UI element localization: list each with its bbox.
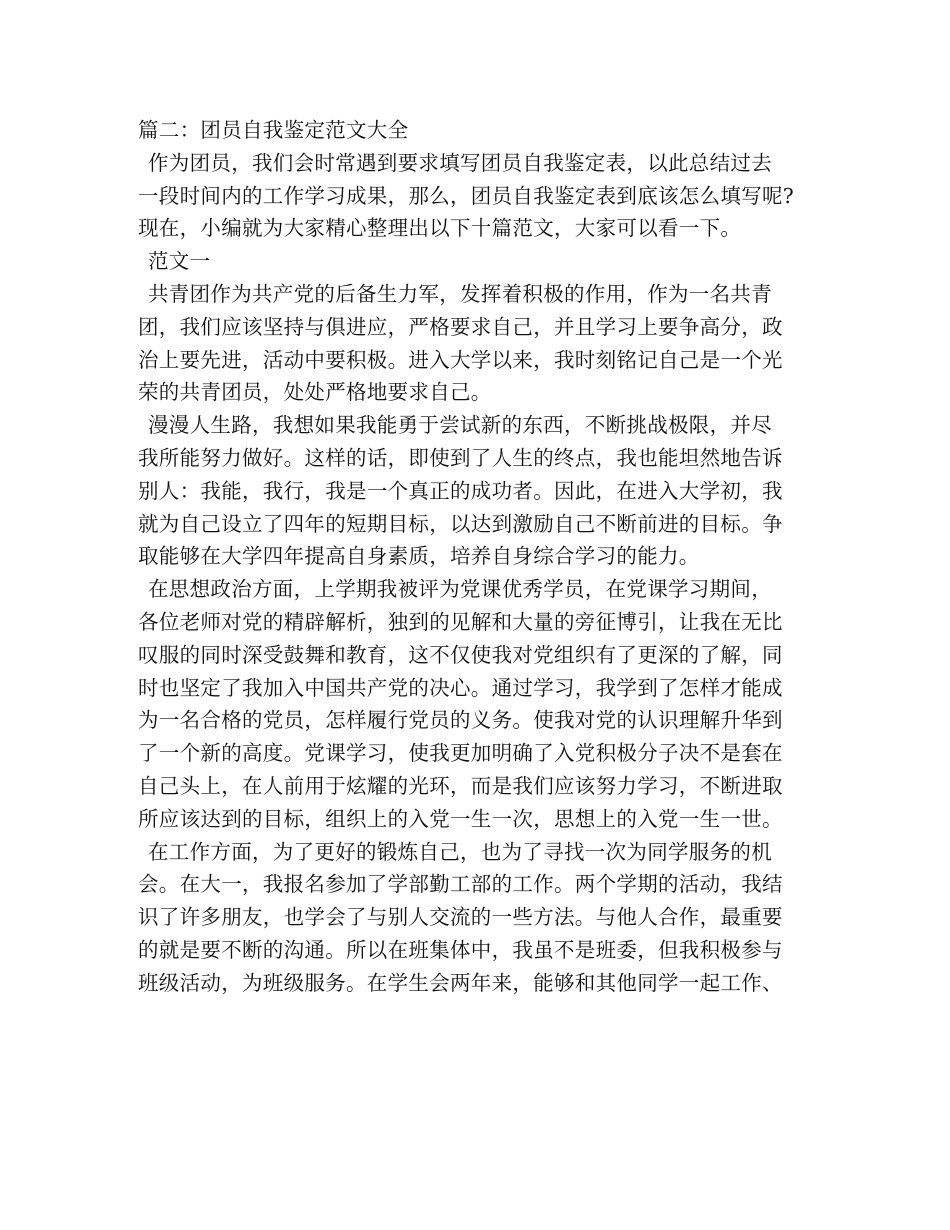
text-line: 漫漫人生路，我想如果我能勇于尝试新的东西，不断挑战极限，并尽	[148, 413, 772, 438]
text-line: 时也坚定了我加入中国共产党的决心。通过学习，我学到了怎样才能成	[138, 675, 783, 700]
text-line: 共青团作为共产党的后备生力军，发挥着积极的作用，作为一名共青	[148, 281, 772, 306]
text-line: 会。在大一，我报名参加了学部勤工部的工作。两个学期的活动，我结	[138, 872, 783, 897]
document-title: 篇二：团员自我鉴定范文大全	[138, 118, 409, 142]
text-line: 在思想政治方面，上学期我被评为党课优秀学员，在党课学习期间，	[148, 577, 772, 602]
text-line: 就为自己设立了四年的短期目标，以达到激励自己不断前进的目标。争	[138, 511, 783, 536]
document-text	[138, 147, 838, 1000]
document-body	[138, 114, 838, 1000]
text-line: 各位老师对党的精辟解析，独到的见解和大量的旁征博引，让我在无比	[138, 609, 783, 634]
text-line: 治上要先进，活动中要积极。进入大学以来，我时刻铭记自己是一个光	[138, 347, 783, 372]
text-line: 为一名合格的党员，怎样履行党员的义务。使我对党的认识理解升华到	[138, 708, 783, 733]
text-line: 一段时间内的工作学习成果，那么，团员自我鉴定表到底该怎么填写呢?	[138, 183, 795, 208]
text-line: 在工作方面，为了更好的锻炼自己，也为了寻找一次为同学服务的机	[148, 839, 772, 864]
text-line: 范文一	[148, 249, 211, 274]
text-line: 现在，小编就为大家精心整理出以下十篇范文，大家可以看一下。	[138, 216, 742, 241]
text-line: 别人：我能，我行，我是一个真正的成功者。因此，在进入大学初，我	[138, 478, 783, 503]
text-line: 作为团员，我们会时常遇到要求填写团员自我鉴定表，以此总结过去	[148, 150, 772, 175]
text-line: 的就是要不断的沟通。所以在班集体中，我虽不是班委，但我积极参与	[138, 937, 783, 962]
text-line: 叹服的同时深受鼓舞和教育，这不仅使我对党组织有了更深的了解，同	[138, 642, 783, 667]
text-line: 取能够在大学四年提高自身素质，培养自身综合学习的能力。	[138, 544, 700, 569]
text-line: 自己头上，在人前用于炫耀的光环，而是我们应该努力学习，不断进取	[138, 773, 783, 798]
text-line: 班级活动，为班级服务。在学生会两年来，能够和其他同学一起工作、	[138, 970, 783, 995]
text-line: 团，我们应该坚持与俱进应，严格要求自己，并且学习上要争高分，政	[138, 314, 783, 339]
text-line: 识了许多朋友，也学会了与别人交流的一些方法。与他人合作，最重要	[138, 905, 783, 930]
text-line: 了一个新的高度。党课学习，使我更加明确了入党积极分子决不是套在	[138, 741, 783, 766]
text-line: 我所能努力做好。这样的话，即使到了人生的终点，我也能坦然地告诉	[138, 445, 783, 470]
text-line: 荣的共青团员，处处严格地要求自己。	[138, 380, 492, 405]
text-line: 所应该达到的目标，组织上的入党一生一次，思想上的入党一生一世。	[138, 806, 783, 831]
